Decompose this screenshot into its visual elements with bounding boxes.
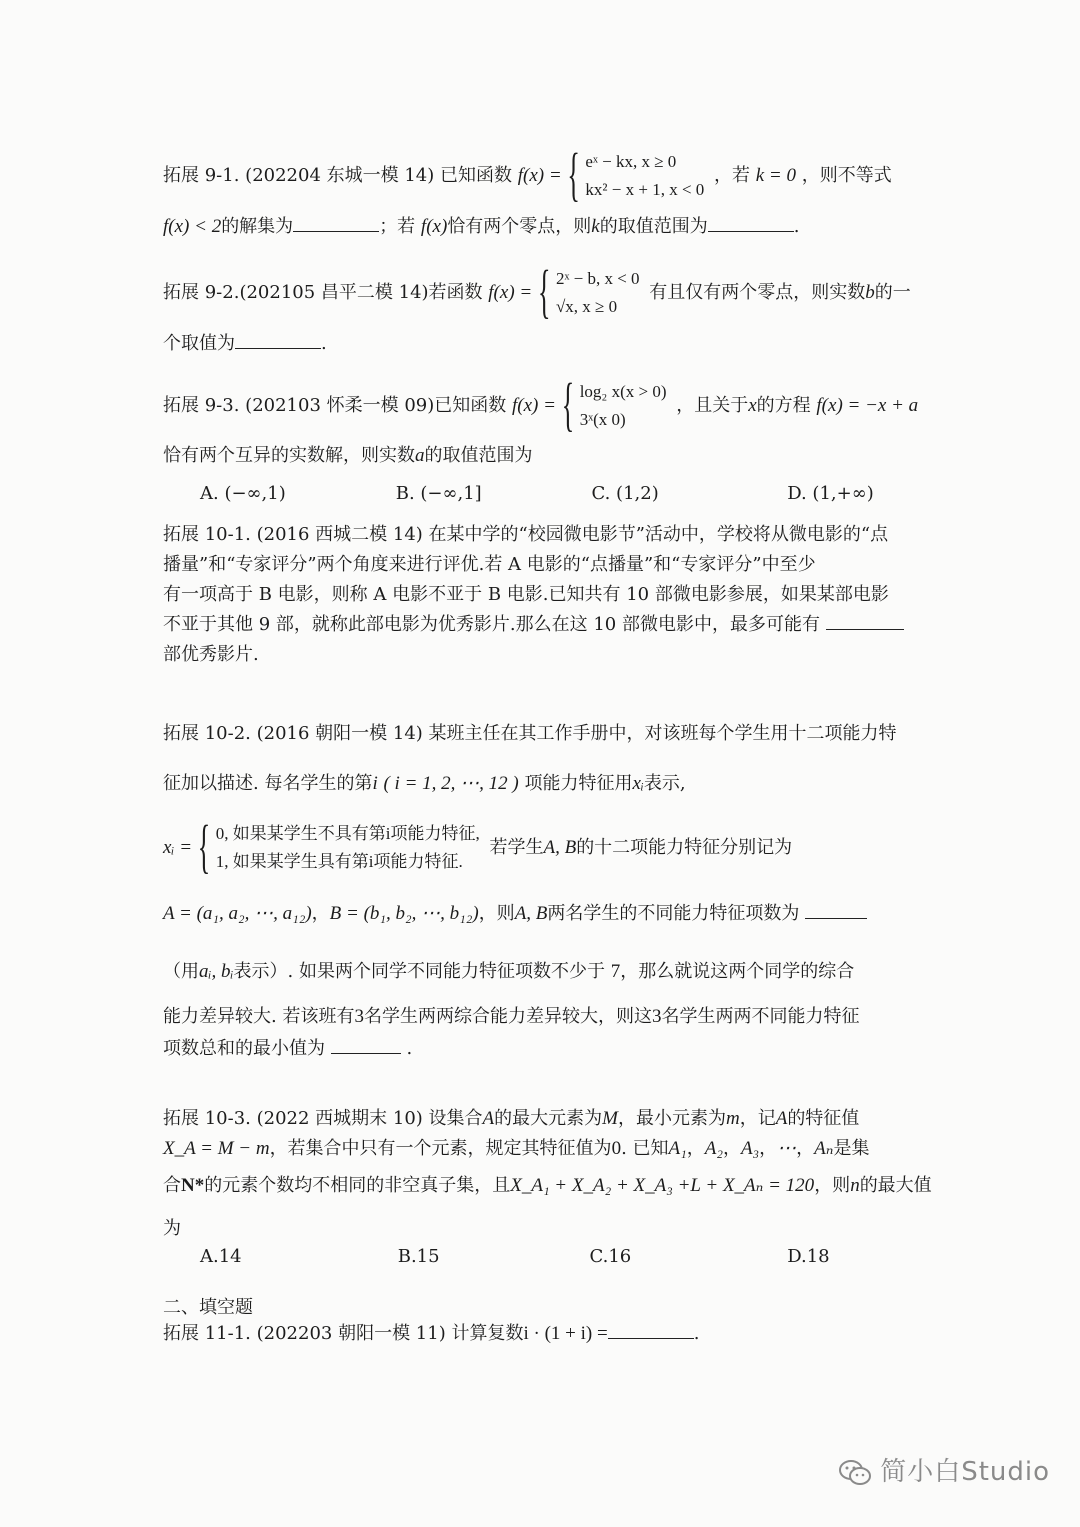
answer-blank[interactable] bbox=[331, 1052, 401, 1054]
problem-9-1-line-2: f(x) < 2的解集为 ；若 f(x)恰有两个零点，则k的取值范围为 . bbox=[163, 216, 800, 237]
problem-9-3-choices bbox=[200, 480, 874, 507]
answer-blank[interactable] bbox=[608, 1337, 694, 1339]
problem-9-3-line-1: 拓展 9-3. (202103 怀柔一模 09)已知函数 f(x) = { log₂ x(x > 0) 3ˣ(x 0) ，且关于x的方程 f(x) = −x + a bbox=[163, 378, 918, 434]
problem-10-2-line-3: xᵢ = { 0, 如果某学生不具有第i项能力特征, 1, 如果某学生具有第i项能力特征. 若学生A, B的十二项能力特征分别记为 bbox=[163, 820, 792, 876]
wechat-icon bbox=[838, 1459, 872, 1487]
problem-10-2-line-6: 能力差异较大. 若该班有3名学生两两综合能力差异较大，则这3名学生两两不同能力特征 bbox=[163, 1006, 860, 1027]
problem-9-2-line-1: 拓展 9-2.(202105 昌平二模 14)若函数 f(x) = { 2ˣ − b, x < 0 √x, x ≥ 0 有且仅有两个零点，则实数b的一 bbox=[163, 265, 911, 321]
choice-b[interactable]: B.15 bbox=[397, 1246, 440, 1267]
piecewise-10-2: { 0, 如果某学生不具有第i项能力特征, 1, 如果某学生具有第i项能力特征. bbox=[202, 820, 480, 876]
answer-blank[interactable] bbox=[805, 917, 867, 919]
problem-10-3-choices bbox=[200, 1243, 830, 1270]
answer-blank[interactable] bbox=[293, 230, 379, 232]
problem-9-1-line-1: 拓展 9-1. (202204 东城一模 14) 已知函数 f(x) = { eˣ − kx, x ≥ 0 kx² − x + 1, x < 0 ，若 k = 0 ，则不等式 bbox=[163, 148, 892, 204]
section-title: 二、填空题 bbox=[163, 1297, 253, 1318]
watermark-text: 简小白Studio bbox=[880, 1457, 1050, 1487]
problem-10-3-line-4: 为 bbox=[163, 1218, 181, 1239]
watermark bbox=[838, 1453, 1050, 1492]
problem-10-2-line-7: 项数总和的最小值为 . bbox=[163, 1038, 413, 1059]
problem-10-2-line-2: 征加以描述. 每名学生的第i ( i = 1, 2, ⋯, 12 ) 项能力特征用xᵢ表示, bbox=[163, 773, 686, 794]
choice-c[interactable]: C.16 bbox=[589, 1246, 632, 1267]
problem-10-3-line-3: 合N*的元素个数均不相同的非空真子集，且X_A₁ + X_A₂ + X_A₃ +L + X_Aₙ = 120，则n的最大值 bbox=[163, 1175, 932, 1196]
piecewise-9-1: { eˣ − kx, x ≥ 0 kx² − x + 1, x < 0 bbox=[571, 148, 704, 204]
answer-blank[interactable] bbox=[826, 628, 904, 630]
problem-10-2-line-1: 拓展 10-2. (2016 朝阳一模 14) 某班主任在其工作手册中，对该班每个学生用十二项能力特 bbox=[163, 723, 897, 744]
problem-9-2-line-2: 个取值为 . bbox=[163, 333, 327, 354]
choice-d[interactable]: D.18 bbox=[787, 1246, 830, 1267]
choice-a[interactable]: A. (−∞,1) bbox=[200, 483, 286, 504]
answer-blank[interactable] bbox=[708, 230, 794, 232]
answer-blank[interactable] bbox=[235, 347, 321, 349]
choice-b[interactable]: B. (−∞,1] bbox=[395, 483, 482, 504]
problem-10-3-line-2: X_A = M − m，若集合中只有一个元素，规定其特征值为0. 已知A₁，A₂，A₃，⋯，Aₙ是集 bbox=[163, 1138, 870, 1159]
problem-10-2-line-4: A = (a₁, a₂, ⋯, a₁₂)，B = (b₁, b₂, ⋯, b₁₂)，则A, B两名学生的不同能力特征项数为 bbox=[163, 900, 867, 929]
choice-d[interactable]: D. (1,+∞) bbox=[787, 483, 874, 504]
piecewise-9-3: { log₂ x(x > 0) 3ˣ(x 0) bbox=[566, 378, 667, 434]
problem-10-2-line-5: （用aᵢ, bᵢ表示）. 如果两个同学不同能力特征项数不少于 7，那么就说这两个同学的综合 bbox=[163, 961, 855, 982]
problem-9-3-line-2: 恰有两个互异的实数解，则实数a的取值范围为 bbox=[163, 445, 533, 466]
problem-10-1: 拓展 10-1. (2016 西城二模 14) 在某中学的“校园微电影节”活动中，学校将从微电影的“点 播量”和“专家评分”两个角度来进行评优.若 A 电影的“点播量”和“专家评分”中至少 有一项高于 B 电影，则称 A 电影不亚于 B 电影.已知共有 10 部微电影参展，如果某部电影 不亚于其他 9 部，就称此部电影为优秀影片.那么在这 10 部微电影中，最多可能有 部优秀影片. bbox=[163, 520, 923, 670]
piecewise-9-2: { 2ˣ − b, x < 0 √x, x ≥ 0 bbox=[542, 265, 640, 321]
choice-a[interactable]: A.14 bbox=[200, 1246, 242, 1267]
problem-10-3-line-1: 拓展 10-3. (2022 西城期末 10) 设集合A的最大元素为M，最小元素为m，记A的特征值 bbox=[163, 1108, 860, 1129]
problem-11-1: 拓展 11-1. (202203 朝阳一模 11) 计算复数i · (1 + i) = . bbox=[163, 1323, 700, 1344]
choice-c[interactable]: C. (1,2) bbox=[591, 483, 659, 504]
